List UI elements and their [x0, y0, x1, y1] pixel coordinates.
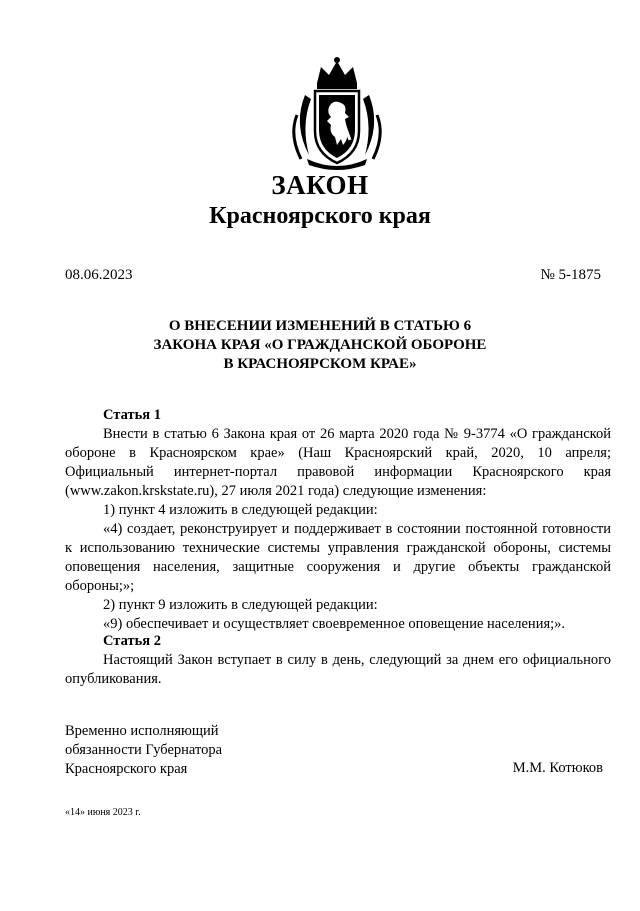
law-heading-line-2: ЗАКОНА КРАЯ «О ГРАЖДАНСКОЙ ОБОРОНЕ — [153, 337, 487, 353]
signatory-position-line-2: обязанности Губернатора — [65, 742, 223, 758]
document-type-title: ЗАКОН — [271, 170, 369, 200]
document-date: 08.06.2023 — [65, 267, 133, 283]
article-1-item-2: 2) пункт 9 изложить в следующей редакции: — [103, 597, 378, 613]
law-heading-line-1: О ВНЕСЕНИИ ИЗМЕНЕНИЙ В СТАТЬЮ 6 — [168, 318, 472, 334]
signatory-position-line-3: Красноярского края — [65, 761, 188, 777]
article-2-title: Статья 2 — [103, 633, 161, 649]
article-1-item-2-text: «9) обеспечивает и осуществляет своевременное оповещение населения;». — [103, 616, 566, 632]
article-2 — [65, 632, 611, 689]
signatory-position — [65, 722, 222, 779]
article-1 — [65, 406, 611, 634]
law-heading — [0, 317, 640, 374]
article-1-item-1: 1) пункт 4 изложить в следующей редакции: — [103, 502, 378, 518]
article-1-title: Статья 1 — [103, 407, 161, 423]
krasnoyarsk-coat-of-arms-icon — [287, 55, 387, 173]
document-issuer-subtitle: Красноярского края — [209, 203, 431, 229]
signing-date: «14» июня 2023 г. — [65, 807, 141, 818]
signatory-position-line-1: Временно исполняющий — [65, 723, 219, 739]
law-heading-line-3: В КРАСНОЯРСКОМ КРАЕ» — [223, 356, 417, 372]
article-2-text: Настоящий Закон вступает в силу в день, следующий за днем его официального опубликования. — [65, 652, 611, 687]
signatory-name: М.М. Котюков — [512, 760, 603, 776]
article-1-item-1-text: «4) создает, реконструирует и поддерживает в состоянии постоянной готовности к использованию технические системы управления гражданской обороны, системы оповещения населения, защитные сооружения и другие объекты гражданской обороны;»; — [65, 521, 611, 594]
article-1-intro: Внести в статью 6 Закона края от 26 марта 2020 года № 9-3774 «О гражданской обороне в Красноярском крае» (Наш Красноярский край, 2020, 10 апреля; Официальный интернет-портал правовой информации Красноярского края (www.zakon.krskstate.ru), 27 июля 2021 года) следующие изменения: — [65, 426, 611, 499]
document-number: № 5-1875 — [540, 267, 601, 283]
